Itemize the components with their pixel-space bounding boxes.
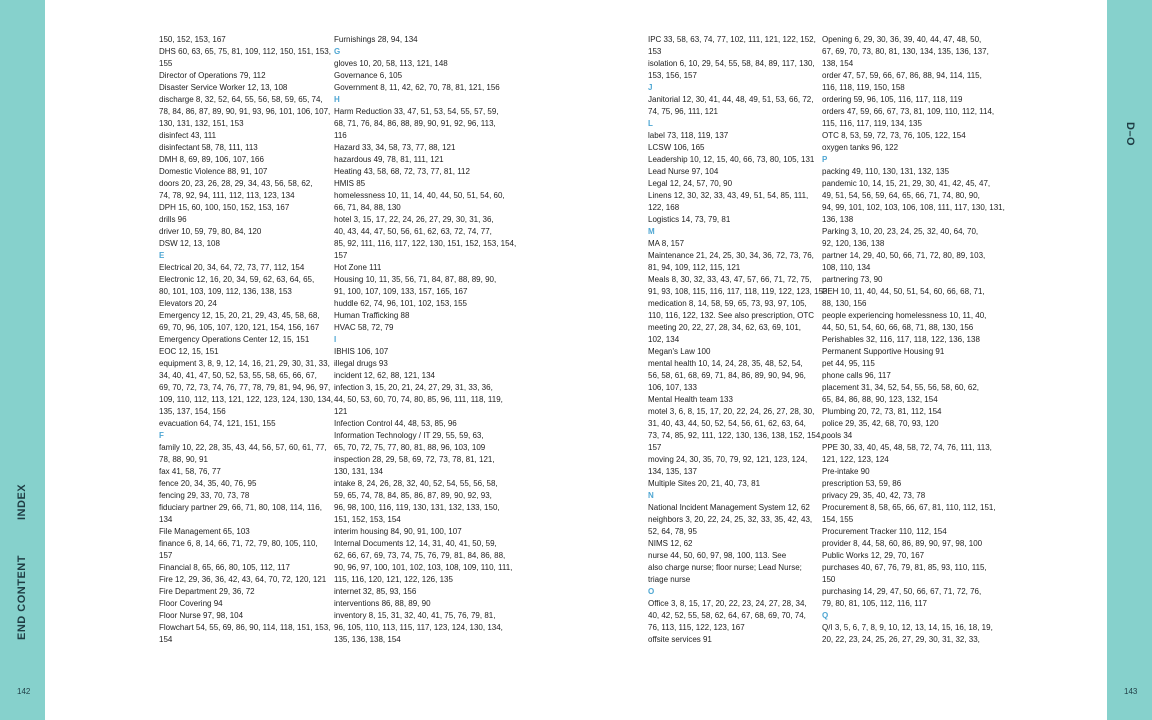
index-entry-line: Logistics 14, 73, 79, 81	[648, 215, 731, 224]
index-entry-line: order 47, 57, 59, 66, 67, 86, 88, 94, 114, 115,	[822, 71, 982, 80]
index-entry-line: Government 8, 11, 42, 62, 70, 78, 81, 121, 156	[334, 83, 500, 92]
index-entry-line: incident 12, 62, 88, 121, 134	[334, 371, 435, 380]
index-entry-line: fencing 29, 33, 70, 73, 78	[159, 491, 250, 500]
index-entry-line: 66, 71, 84, 88, 130	[334, 203, 401, 212]
index-entry-line: 92, 120, 136, 138	[822, 239, 885, 248]
index-entry-line: Mental Health team 133	[648, 395, 733, 404]
index-entry-line: prescription 53, 59, 86	[822, 479, 902, 488]
index-entry-line: Governance 6, 105	[334, 71, 403, 80]
index-entry-line: offsite services 91	[648, 635, 712, 644]
index-entry-line: 90, 96, 97, 100, 101, 102, 103, 108, 109, 110, 111,	[334, 563, 513, 572]
index-entry-line: Hazard 33, 34, 58, 73, 77, 88, 121	[334, 143, 456, 152]
index-entry-line: PEH 10, 11, 40, 44, 50, 51, 54, 60, 66, 68, 71,	[822, 287, 985, 296]
index-letter-heading: M	[648, 227, 655, 236]
index-entry-line: huddle 62, 74, 96, 101, 102, 153, 155	[334, 299, 468, 308]
index-entry-line: Hot Zone 111	[334, 263, 382, 272]
index-entry-line: Electronic 12, 16, 20, 34, 59, 62, 63, 64, 65,	[159, 275, 315, 284]
index-entry-line: 67, 69, 70, 73, 80, 81, 130, 134, 135, 136, 137,	[822, 47, 989, 56]
index-entry-line: Plumbing 20, 72, 73, 81, 112, 154	[822, 407, 942, 416]
index-entry-line: Linens 12, 30, 32, 33, 43, 49, 51, 54, 85, 111,	[648, 191, 809, 200]
index-letter-heading: N	[648, 491, 654, 500]
index-entry-line: Lead Nurse 97, 104	[648, 167, 719, 176]
index-entry-line: pools 34	[822, 431, 853, 440]
index-entry-line: 80, 101, 103, 109, 112, 136, 138, 153	[159, 287, 292, 296]
index-entry-line: intake 8, 24, 26, 28, 32, 40, 52, 54, 55, 56, 58,	[334, 479, 498, 488]
index-entry-line: oxygen tanks 96, 122	[822, 143, 899, 152]
index-entry-line: 81, 94, 109, 112, 115, 121	[648, 263, 741, 272]
index-entry-line: PPE 30, 33, 40, 45, 48, 58, 72, 74, 76, 111, 113,	[822, 443, 992, 452]
index-letter-heading: I	[334, 335, 337, 344]
index-entry-line: 59, 65, 74, 78, 84, 85, 86, 87, 89, 90, 92, 93,	[334, 491, 492, 500]
index-entry-line: 135, 137, 154, 156	[159, 407, 226, 416]
index-entry-line: Meals 8, 30, 32, 33, 43, 47, 57, 66, 71, 72, 75,	[648, 275, 812, 284]
index-letter-heading: H	[334, 95, 340, 104]
index-entry-line: Office 3, 8, 15, 17, 20, 22, 23, 24, 27, 28, 34,	[648, 599, 807, 608]
index-entry-line: internet 32, 85, 93, 156	[334, 587, 417, 596]
index-entry-line: 65, 70, 72, 75, 77, 80, 81, 88, 96, 103, 109	[334, 443, 486, 452]
index-entry-line: Infection Control 44, 48, 53, 85, 96	[334, 419, 457, 428]
index-entry-line: Opening 6, 29, 30, 36, 39, 40, 44, 47, 48, 50,	[822, 35, 982, 44]
index-entry-line: 91, 93, 108, 115, 116, 117, 118, 119, 122, 123, 153	[648, 287, 828, 296]
index-entry-line: MA 8, 157	[648, 239, 685, 248]
index-entry-line: Floor Nurse 97, 98, 104	[159, 611, 244, 620]
index-entry-line: 150	[822, 575, 836, 584]
index-entry-line: File Management 65, 103	[159, 527, 250, 536]
index-entry-line: Domestic Violence 88, 91, 107	[159, 167, 268, 176]
index-entry-line: 157	[334, 251, 348, 260]
index-entry-line: Emergency 12, 15, 20, 21, 29, 43, 45, 58, 68,	[159, 311, 320, 320]
index-entry-line: infection 3, 15, 20, 21, 24, 27, 29, 31, 33, 36,	[334, 383, 493, 392]
index-entry-line: Director of Operations 79, 112	[159, 71, 266, 80]
index-letter-heading: J	[648, 83, 653, 92]
index-entry-line: Information Technology / IT 29, 55, 59, 63,	[334, 431, 484, 440]
index-entry-line: 108, 110, 134	[822, 263, 871, 272]
index-entry-line: 68, 71, 76, 84, 86, 88, 89, 90, 91, 92, 96, 113,	[334, 119, 496, 128]
index-entry-line: OTC 8, 53, 59, 72, 73, 76, 105, 122, 154	[822, 131, 966, 140]
index-entry-line: purchases 40, 67, 76, 79, 81, 85, 93, 110, 115,	[822, 563, 987, 572]
index-entry-line: finance 6, 8, 14, 66, 71, 72, 79, 80, 105, 110,	[159, 539, 318, 548]
index-letter-heading: G	[334, 47, 341, 56]
index-entry-line: police 29, 35, 42, 68, 70, 93, 120	[822, 419, 939, 428]
index-entry-line: packing 49, 110, 130, 131, 132, 135	[822, 167, 950, 176]
index-entry-line: HVAC 58, 72, 79	[334, 323, 394, 332]
index-entry-line: triage nurse	[648, 575, 691, 584]
index-entry-line: disinfect 43, 111	[159, 131, 217, 140]
index-entry-line: 130, 131, 132, 151, 153	[159, 119, 244, 128]
index-entry-line: fence 20, 34, 35, 40, 76, 95	[159, 479, 257, 488]
index-entry-line: people experiencing homelessness 10, 11, 40,	[822, 311, 987, 320]
right-margin-band	[1107, 0, 1152, 720]
index-entry-line: EOC 12, 15, 151	[159, 347, 219, 356]
index-entry-line: 153, 156, 157	[648, 71, 697, 80]
index-entry-line: Multiple Sites 20, 21, 40, 73, 81	[648, 479, 761, 488]
index-letter-heading: E	[159, 251, 165, 260]
index-entry-line: interim housing 84, 90, 91, 100, 107	[334, 527, 462, 536]
index-entry-line: 44, 50, 53, 60, 70, 74, 80, 85, 96, 111, 118, 119,	[334, 395, 503, 404]
index-entry-line: 138, 154	[822, 59, 854, 68]
index-entry-line: Housing 10, 11, 35, 56, 71, 84, 87, 88, 89, 90,	[334, 275, 497, 284]
index-entry-line: 154, 155	[822, 515, 854, 524]
index-entry-line: 155	[159, 59, 173, 68]
index-entry-line: Harm Reduction 33, 47, 51, 53, 54, 55, 57, 59,	[334, 107, 499, 116]
index-entry-line: Human Trafficking 88	[334, 311, 410, 320]
index-entry-line: doors 20, 23, 26, 28, 29, 34, 43, 56, 58, 62,	[159, 179, 313, 188]
section-label-index: INDEX	[16, 483, 28, 520]
index-entry-line: partnering 73, 90	[822, 275, 883, 284]
index-entry-line: Permanent Supportive Housing 91	[822, 347, 945, 356]
index-entry-line: pandemic 10, 14, 15, 21, 29, 30, 41, 42, 45, 47,	[822, 179, 991, 188]
index-entry-line: 135, 136, 138, 154	[334, 635, 401, 644]
index-entry-line: Megan's Law 100	[648, 347, 711, 356]
index-entry-line: mental health 10, 14, 24, 28, 35, 48, 52, 54,	[648, 359, 803, 368]
index-entry-line: 52, 64, 78, 95	[648, 527, 697, 536]
index-entry-line: Public Works 12, 29, 70, 167	[822, 551, 925, 560]
index-entry-line: 109, 110, 112, 113, 121, 122, 123, 124, 130, 134,	[159, 395, 333, 404]
index-entry-line: Q/I 3, 5, 6, 7, 8, 9, 10, 12, 13, 14, 15, 16, 18, 19,	[822, 623, 993, 632]
index-column-1	[159, 34, 333, 646]
index-entry-line: phone calls 96, 117	[822, 371, 891, 380]
index-entry-line: Electrical 20, 34, 64, 72, 73, 77, 112, 154	[159, 263, 305, 272]
index-column-4	[822, 34, 1005, 646]
index-entry-line: 88, 130, 156	[822, 299, 867, 308]
index-entry-line: 34, 40, 41, 47, 50, 52, 53, 55, 58, 65, 66, 67,	[159, 371, 317, 380]
index-letter-heading: P	[822, 155, 828, 164]
index-entry-line: fax 41, 58, 76, 77	[159, 467, 221, 476]
index-entry-line: purchasing 14, 29, 47, 50, 66, 67, 71, 72, 76,	[822, 587, 982, 596]
index-entry-line: HMIS 85	[334, 179, 366, 188]
index-entry-line: Floor Covering 94	[159, 599, 223, 608]
index-entry-line: 49, 51, 54, 56, 59, 64, 65, 66, 71, 74, 80, 90,	[822, 191, 980, 200]
chapter-label-end-content: END CONTENT	[16, 555, 28, 640]
index-entry-line: Internal Documents 12, 14, 31, 40, 41, 50, 59,	[334, 539, 497, 548]
index-entry-line: 115, 116, 120, 121, 122, 126, 135	[334, 575, 453, 584]
index-entry-line: 102, 134	[648, 335, 680, 344]
index-entry-line: 116	[334, 131, 347, 140]
index-entry-line: IPC 33, 58, 63, 74, 77, 102, 111, 121, 122, 152,	[648, 35, 816, 44]
index-entry-line: 96, 98, 100, 116, 119, 130, 131, 132, 133, 150,	[334, 503, 500, 512]
index-entry-line: LCSW 106, 165	[648, 143, 705, 152]
index-entry-line: driver 10, 59, 79, 80, 84, 120	[159, 227, 262, 236]
index-entry-line: Procurement 8, 58, 65, 66, 67, 81, 110, 112, 151,	[822, 503, 996, 512]
index-letter-heading: L	[648, 119, 653, 128]
index-letter-heading: Q	[822, 611, 829, 620]
index-entry-line: family 10, 22, 28, 35, 43, 44, 56, 57, 60, 61, 77,	[159, 443, 327, 452]
index-entry-line: 150, 152, 153, 167	[159, 35, 226, 44]
index-entry-line: 134	[159, 515, 173, 524]
index-entry-line: 122, 168	[648, 203, 680, 212]
index-entry-line: 40, 42, 52, 55, 58, 62, 64, 67, 68, 69, 70, 74,	[648, 611, 806, 620]
index-entry-line: 20, 22, 23, 24, 25, 26, 27, 29, 30, 31, 32, 33,	[822, 635, 980, 644]
index-entry-line: 78, 88, 90, 91	[159, 455, 208, 464]
index-entry-line: 134, 135, 137	[648, 467, 697, 476]
index-entry-line: discharge 8, 32, 52, 64, 55, 56, 58, 59, 65, 74,	[159, 95, 323, 104]
index-entry-line: motel 3, 6, 8, 15, 17, 20, 22, 24, 26, 27, 28, 30,	[648, 407, 815, 416]
index-entry-line: evacuation 64, 74, 121, 151, 155	[159, 419, 276, 428]
index-entry-line: disinfectant 58, 78, 111, 113	[159, 143, 258, 152]
index-entry-line: Procurement Tracker 110, 112, 154	[822, 527, 947, 536]
index-entry-line: National Incident Management System 12, 62	[648, 503, 810, 512]
index-entry-line: Heating 43, 58, 68, 72, 73, 77, 81, 112	[334, 167, 470, 176]
index-entry-line: 76, 113, 115, 122, 123, 167	[648, 623, 745, 632]
index-entry-line: interventions 86, 88, 89, 90	[334, 599, 431, 608]
index-entry-line: IBHIS 106, 107	[334, 347, 389, 356]
index-entry-line: medication 8, 14, 58, 59, 65, 73, 93, 97, 105,	[648, 299, 807, 308]
index-entry-line: 136, 138	[822, 215, 854, 224]
index-entry-line: 116, 118, 119, 150, 158	[822, 83, 905, 92]
index-entry-line: 69, 70, 72, 73, 74, 76, 77, 78, 79, 81, 94, 96, 97,	[159, 383, 331, 392]
index-entry-line: DPH 15, 60, 100, 150, 152, 153, 167	[159, 203, 290, 212]
index-entry-line: neighbors 3, 20, 22, 24, 25, 32, 33, 35, 42, 43,	[648, 515, 813, 524]
index-letter-heading: O	[648, 587, 655, 596]
index-entry-line: 40, 43, 44, 47, 50, 56, 61, 62, 63, 72, 74, 77,	[334, 227, 492, 236]
index-entry-line: Leadership 10, 12, 15, 40, 66, 73, 80, 105, 131	[648, 155, 815, 164]
index-entry-line: equipment 3, 8, 9, 12, 14, 16, 21, 29, 30, 31, 33,	[159, 359, 330, 368]
index-entry-line: 44, 50, 51, 54, 60, 66, 68, 71, 88, 130, 156	[822, 323, 974, 332]
index-entry-line: Legal 12, 24, 57, 70, 90	[648, 179, 733, 188]
index-entry-line: 153	[648, 47, 662, 56]
index-entry-line: orders 47, 59, 66, 67, 73, 81, 109, 110, 112, 114,	[822, 107, 995, 116]
index-entry-line: Flowchart 54, 55, 69, 86, 90, 114, 118, 151, 153,	[159, 623, 331, 632]
index-entry-line: 151, 152, 153, 154	[334, 515, 401, 524]
index-entry-line: 62, 66, 67, 69, 73, 74, 75, 76, 79, 81, 84, 86, 88,	[334, 551, 506, 560]
index-entry-line: drills 96	[159, 215, 187, 224]
index-entry-line: partner 14, 29, 40, 50, 66, 71, 72, 80, 89, 103,	[822, 251, 986, 260]
range-label: D–O	[1124, 122, 1136, 147]
index-entry-line: Furnishings 28, 94, 134	[334, 35, 418, 44]
index-entry-line: 96, 105, 110, 113, 115, 117, 123, 124, 130, 134,	[334, 623, 503, 632]
index-entry-line: hazardous 49, 78, 81, 111, 121	[334, 155, 444, 164]
index-entry-line: 94, 99, 101, 102, 103, 106, 108, 111, 117, 130, 131,	[822, 203, 1005, 212]
index-entry-line: gloves 10, 20, 58, 113, 121, 148	[334, 59, 448, 68]
index-entry-line: Perishables 32, 116, 117, 118, 122, 136, 138	[822, 335, 980, 344]
index-entry-line: 79, 80, 81, 105, 112, 116, 117	[822, 599, 927, 608]
index-entry-line: 74, 75, 96, 111, 121	[648, 107, 718, 116]
index-letter-heading: F	[159, 431, 164, 440]
index-entry-line: inspection 28, 29, 58, 69, 72, 73, 78, 81, 121,	[334, 455, 495, 464]
index-entry-line: Maintenance 21, 24, 25, 30, 34, 36, 72, 73, 76,	[648, 251, 814, 260]
index-entry-line: 73, 74, 85, 92, 111, 122, 130, 136, 138, 152, 154,	[648, 431, 823, 440]
index-entry-line: moving 24, 30, 35, 70, 79, 92, 121, 123, 124,	[648, 455, 808, 464]
index-entry-line: 65, 84, 86, 88, 90, 123, 132, 154	[822, 395, 938, 404]
index-entry-line: Elevators 20, 24	[159, 299, 217, 308]
index-entry-line: 74, 78, 92, 94, 111, 112, 113, 123, 134	[159, 191, 295, 200]
index-entry-line: 106, 107, 133	[648, 383, 697, 392]
index-entry-line: Fire 12, 29, 36, 36, 42, 43, 64, 70, 72, 120, 121	[159, 575, 327, 584]
index-entry-line: hotel 3, 15, 17, 22, 24, 26, 27, 29, 30, 31, 36,	[334, 215, 494, 224]
index-entry-line: illegal drugs 93	[334, 359, 388, 368]
index-entry-line: 69, 70, 96, 105, 107, 120, 121, 154, 156, 167	[159, 323, 320, 332]
index-entry-line: DMH 8, 69, 89, 106, 107, 166	[159, 155, 264, 164]
index-entry-line: 85, 92, 111, 116, 117, 122, 130, 151, 152, 153, 154,	[334, 239, 517, 248]
index-entry-line: placement 31, 34, 52, 54, 55, 56, 58, 60, 62,	[822, 383, 980, 392]
index-entry-line: Emergency Operations Center 12, 15, 151	[159, 335, 310, 344]
index-entry-line: 91, 100, 107, 109, 133, 157, 165, 167	[334, 287, 468, 296]
index-entry-line: 121, 122, 123, 124	[822, 455, 889, 464]
index-entry-line: 78, 84, 86, 87, 89, 90, 91, 93, 96, 101, 106, 107,	[159, 107, 331, 116]
index-entry-line: pet 44, 95, 115	[822, 359, 875, 368]
index-entry-line: 110, 116, 122, 132. See also prescription, OTC	[648, 311, 815, 320]
index-entry-line: Janitorial 12, 30, 41, 44, 48, 49, 51, 53, 66, 72,	[648, 95, 814, 104]
index-entry-line: ordering 59, 96, 105, 116, 117, 118, 119	[822, 95, 963, 104]
index-entry-line: inventory 8, 15, 31, 32, 40, 41, 75, 76, 79, 81,	[334, 611, 496, 620]
index-entry-line: privacy 29, 35, 40, 42, 73, 78	[822, 491, 926, 500]
index-entry-line: NIMS 12, 62	[648, 539, 693, 548]
index-entry-line: also charge nurse; floor nurse; Lead Nurse;	[648, 563, 802, 572]
index-entry-line: isolation 6, 10, 29, 54, 55, 58, 84, 89, 117, 130,	[648, 59, 815, 68]
index-entry-line: 115, 116, 117, 119, 134, 135	[822, 119, 922, 128]
index-entry-line: Disaster Service Worker 12, 13, 108	[159, 83, 288, 92]
index-entry-line: fiduciary partner 29, 66, 71, 80, 108, 114, 116,	[159, 503, 322, 512]
index-entry-line: label 73, 118, 119, 137	[648, 131, 729, 140]
page-number-left: 142	[17, 687, 31, 696]
page-number-right: 143	[1124, 687, 1138, 696]
index-entry-line: meeting 20, 22, 27, 28, 34, 62, 63, 69, 101,	[648, 323, 802, 332]
index-column-3	[648, 34, 827, 646]
index-entry-line: nurse 44, 50, 60, 97, 98, 100, 113. See	[648, 551, 787, 560]
index-entry-line: 157	[159, 551, 173, 560]
index-entry-line: 157	[648, 443, 662, 452]
index-entry-line: Fire Department 29, 36, 72	[159, 587, 255, 596]
index-entry-line: provider 8, 44, 58, 60, 86, 89, 90, 97, 98, 100	[822, 539, 983, 548]
index-entry-line: DSW 12, 13, 108	[159, 239, 220, 248]
index-column-2	[334, 34, 516, 646]
index-entry-line: Financial 8, 65, 66, 80, 105, 112, 117	[159, 563, 290, 572]
index-entry-line: 154	[159, 635, 173, 644]
index-entry-line: 130, 131, 134	[334, 467, 383, 476]
index-entry-line: 31, 40, 43, 44, 50, 52, 54, 56, 61, 62, 63, 64,	[648, 419, 806, 428]
index-entry-line: homelessness 10, 11, 14, 40, 44, 50, 51, 54, 60,	[334, 191, 505, 200]
index-entry-line: 121	[334, 407, 348, 416]
index-entry-line: Pre-intake 90	[822, 467, 870, 476]
index-entry-line: 56, 58, 61, 68, 69, 71, 84, 86, 89, 90, 94, 96,	[648, 371, 806, 380]
index-entry-line: Parking 3, 10, 20, 23, 24, 25, 32, 40, 64, 70,	[822, 227, 979, 236]
index-entry-line: DHS 60, 63, 65, 75, 81, 109, 112, 150, 151, 153,	[159, 47, 331, 56]
